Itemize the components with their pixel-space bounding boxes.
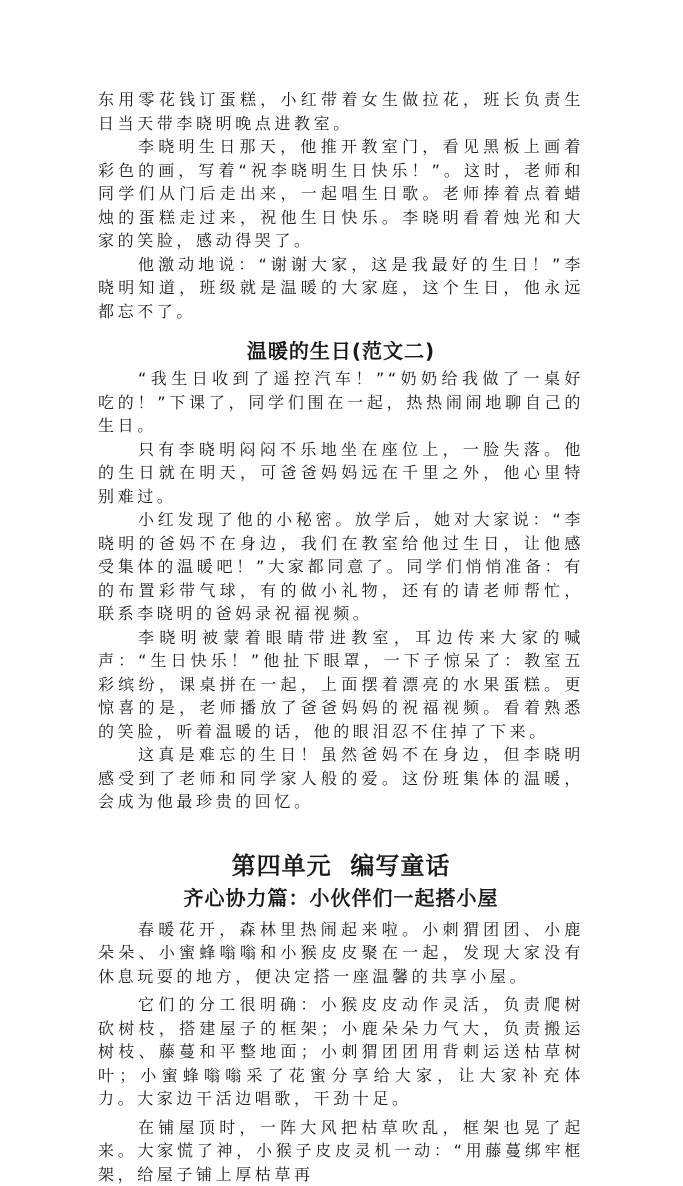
unit-title: 第四单元 编写童话 xyxy=(98,850,584,882)
document-page xyxy=(98,88,584,1186)
paragraph: 只有李晓明闷闷不乐地坐在座位上，一脸失落。他的生日就在明天，可爸爸妈妈远在千里之外，他心里特别难过。 xyxy=(98,438,584,509)
paragraph: 春暖花开，森林里热闹起来啦。小刺猬团团、小鹿朵朵、小蜜蜂嗡嗡和小猴皮皮聚在一起，发现大家没有休息玩耍的地方，便决定搭一座温馨的共享小屋。 xyxy=(98,918,584,989)
paragraph: 他激动地说：“谢谢大家，这是我最好的生日！”李晓明知道，班级就是温暖的大家庭，这个生日，他永远都忘不了。 xyxy=(98,253,584,324)
paragraph: 李晓明被蒙着眼睛带进教室，耳边传来大家的喊声：“生日快乐！”他扯下眼罩，一下子惊呆了：教室五彩缤纷，课桌拼在一起，上面摆着漂亮的水果蛋糕。更惊喜的是，老师播放了爸爸妈妈的祝福视频。看着熟悉的笑脸，听着温暖的话，他的眼泪忍不住掉了下来。 xyxy=(98,626,584,744)
paragraph: 它们的分工很明确：小猴皮皮动作灵活，负责爬树砍树枝，搭建屋子的框架；小鹿朵朵力气大，负责搬运树枝、藤蔓和平整地面；小刺猬团团用背刺运送枯草树叶；小蜜蜂嗡嗡采了花蜜分享给大家，让大家补充体力。大家边干活边唱歌，干劲十足。 xyxy=(98,993,584,1111)
paragraph: 这真是难忘的生日！虽然爸妈不在身边，但李晓明感受到了老师和同学家人般的爱。这份班集体的温暖，会成为他最珍贵的回忆。 xyxy=(98,743,584,814)
paragraph: “我生日收到了遥控汽车！”“奶奶给我做了一桌好吃的！”下课了，同学们围在一起，热热闹闹地聊自己的生日。 xyxy=(98,367,584,438)
paragraph: 东用零花钱订蛋糕，小红带着女生做拉花，班长负责生日当天带李晓明晚点进教室。 xyxy=(98,88,584,135)
paragraph: 小红发现了他的小秘密。放学后，她对大家说：“李晓明的爸妈不在身边，我们在教室给他过生日，让他感受集体的温暖吧！”大家都同意了。同学们悄悄准备：有的布置彩带气球，有的做小礼物，还有的请老师帮忙，联系李晓明的爸妈录祝福视频。 xyxy=(98,508,584,626)
paragraph: 在铺屋顶时，一阵大风把枯草吹乱，框架也晃了起来。大家慌了神，小猴子皮皮灵机一动：“用藤蔓绑牢框架，给屋子铺上厚枯草再 xyxy=(98,1116,584,1186)
paragraph: 李晓明生日那天，他推开教室门，看见黑板上画着彩色的画，写着“祝李晓明生日快乐！”。这时，老师和同学们从门后走出来，一起唱生日歌。老师捧着点着蜡烛的蛋糕走过来，祝他生日快乐。李晓明看着烛光和大家的笑脸，感动得哭了。 xyxy=(98,135,584,253)
story-subtitle: 齐心协力篇：小伙伴们一起搭小屋 xyxy=(98,884,584,912)
essay-title: 温暖的生日(范文二) xyxy=(98,337,584,365)
